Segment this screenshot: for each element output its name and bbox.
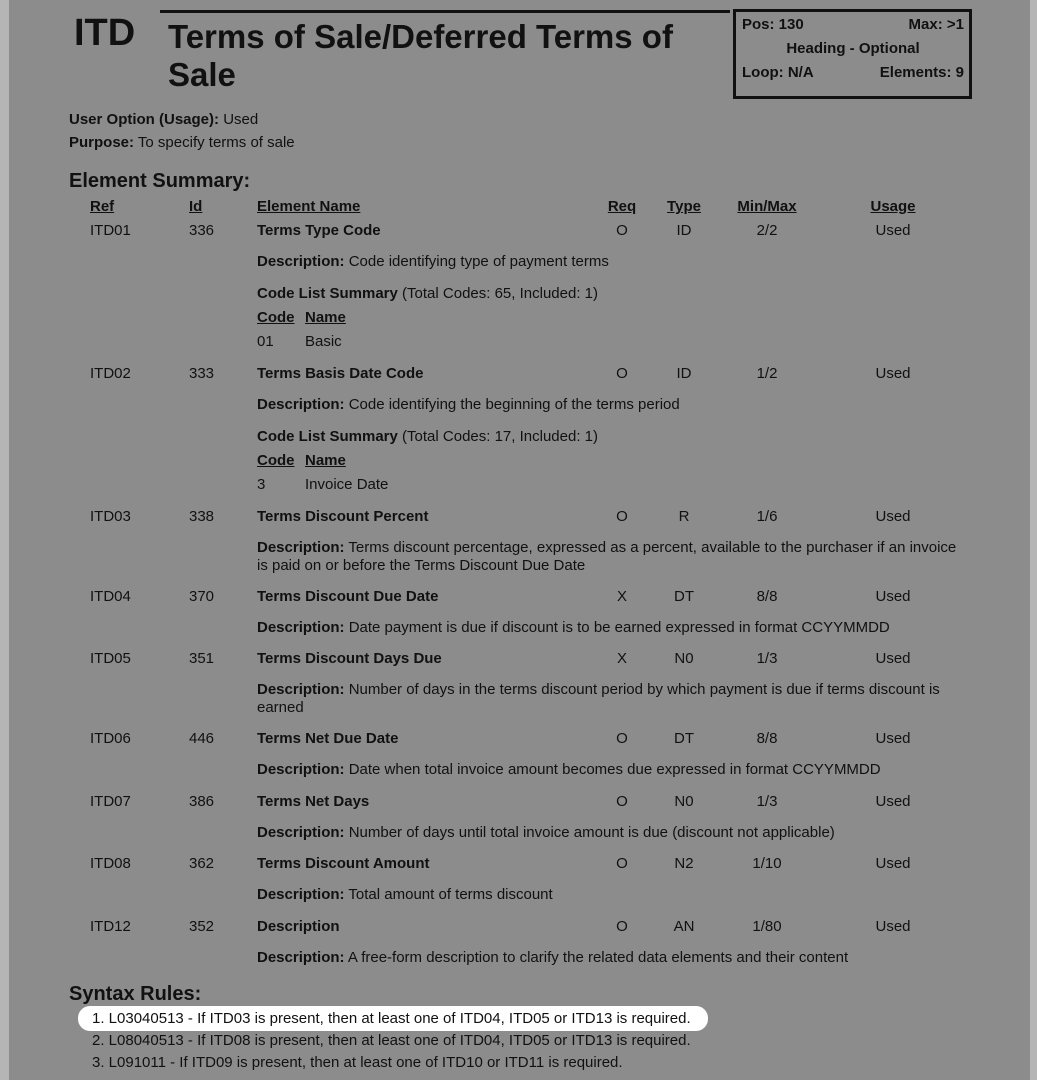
code-list-label: Code List Summary: [257, 428, 398, 445]
element-id: 352: [189, 918, 215, 935]
code-name-value: Invoice Date: [305, 476, 389, 493]
code-value: 01: [257, 333, 274, 350]
element-id: 333: [189, 365, 215, 382]
element-usage: Used: [875, 793, 911, 810]
element-req: O: [616, 855, 628, 872]
element-name: Terms Type Code: [257, 222, 381, 239]
element-req: O: [616, 730, 628, 747]
element-minmax: 2/2: [756, 222, 778, 239]
element-req: O: [616, 793, 628, 810]
description-text: Number of days in the terms discount period by which payment is due if terms discount is earned: [257, 681, 940, 716]
purpose-line: [69, 134, 295, 151]
header-req: Req: [607, 198, 637, 215]
element-ref: ITD02: [90, 365, 131, 382]
name-header: Name: [305, 452, 346, 469]
element-type: DT: [674, 588, 694, 605]
element-req: O: [616, 365, 628, 382]
element-name: Terms Net Due Date: [257, 730, 399, 747]
code-list-totals: (Total Codes: 65, Included: 1): [402, 285, 598, 302]
description-label: Description:: [257, 396, 345, 413]
element-id: 370: [189, 588, 215, 605]
segment-title-block: [160, 10, 730, 94]
usage-line: [69, 111, 258, 128]
element-req: O: [616, 918, 628, 935]
element-description: [257, 396, 969, 414]
element-usage: Used: [875, 588, 911, 605]
description-label: Description:: [257, 539, 345, 556]
element-usage: Used: [875, 365, 911, 382]
element-usage: Used: [875, 855, 911, 872]
description-label: Description:: [257, 681, 345, 698]
element-ref: ITD07: [90, 793, 131, 810]
element-id: 362: [189, 855, 215, 872]
description-text: Number of days until total invoice amount is due (discount not applicable): [348, 824, 835, 841]
description-label: Description:: [257, 824, 345, 841]
element-description: [257, 949, 969, 967]
element-minmax: 1/3: [756, 650, 778, 667]
description-text: Code identifying type of payment terms: [348, 253, 609, 270]
syntax-rules-title: Syntax Rules:: [69, 983, 202, 1005]
segment-code: ITD: [74, 12, 136, 54]
element-name: Terms Basis Date Code: [257, 365, 424, 382]
element-usage: Used: [875, 650, 911, 667]
description-text: Date payment is due if discount is to be earned expressed in format CCYYMMDD: [348, 619, 890, 636]
element-id: 336: [189, 222, 215, 239]
description-label: Description:: [257, 619, 345, 636]
segment-title: Terms of Sale/Deferred Terms of Sale: [168, 18, 673, 93]
loop-label: Loop: N/A: [742, 64, 814, 81]
description-text: A free-form description to clarify the related data elements and their content: [347, 949, 849, 966]
element-usage: Used: [875, 508, 911, 525]
elements-label: Elements: 9: [879, 64, 964, 81]
purpose-label: Purpose:: [69, 134, 135, 151]
usage-label: User Option (Usage):: [69, 111, 220, 128]
element-minmax: 1/10: [752, 855, 782, 872]
element-description: [257, 824, 969, 842]
element-ref: ITD06: [90, 730, 131, 747]
element-id: 338: [189, 508, 215, 525]
purpose-value: To specify terms of sale: [137, 134, 295, 151]
description-text: Total amount of terms discount: [348, 886, 553, 903]
element-name: Terms Net Days: [257, 793, 370, 810]
element-req: O: [616, 222, 628, 239]
element-req: X: [616, 650, 627, 667]
header-element-name: Element Name: [257, 198, 361, 215]
element-id: 386: [189, 793, 215, 810]
element-name: Terms Discount Days Due: [257, 650, 442, 667]
description-label: Description:: [257, 253, 345, 270]
code-header: Code: [257, 452, 295, 469]
element-name: Terms Discount Amount: [257, 855, 430, 872]
element-ref: ITD12: [90, 918, 131, 935]
header-ref: Ref: [90, 198, 115, 215]
heading-label: Heading - Optional: [786, 40, 920, 57]
element-minmax: 1/2: [756, 365, 778, 382]
element-usage: Used: [875, 918, 911, 935]
element-usage: Used: [875, 730, 911, 747]
element-usage: Used: [875, 222, 911, 239]
header-minmax: Min/Max: [737, 198, 797, 215]
element-name: Description: [257, 918, 340, 935]
code-list-totals: (Total Codes: 17, Included: 1): [402, 428, 598, 445]
element-minmax: 1/3: [756, 793, 778, 810]
syntax-rule-1: 1. L03040513 - If ITD03 is present, then at least one of ITD04, ITD05 or ITD13 is required.: [92, 1010, 691, 1027]
element-description: [257, 681, 969, 717]
element-summary-title: Element Summary:: [69, 170, 251, 192]
element-minmax: 1/80: [752, 918, 782, 935]
header-type: Type: [667, 198, 701, 215]
element-type: DT: [674, 730, 694, 747]
segment-info-box: [733, 9, 972, 99]
usage-value: Used: [223, 111, 259, 128]
element-ref: ITD08: [90, 855, 131, 872]
element-description: [257, 761, 969, 779]
element-req: X: [616, 588, 627, 605]
element-ref: ITD04: [90, 588, 131, 605]
element-id: 351: [189, 650, 215, 667]
element-type: N2: [674, 855, 694, 872]
left-page-edge: [0, 0, 9, 1080]
name-header: Name: [305, 309, 346, 326]
element-type: N0: [674, 650, 694, 667]
element-description: [257, 253, 969, 271]
element-description: [257, 539, 969, 575]
element-ref: ITD05: [90, 650, 131, 667]
element-id: 446: [189, 730, 215, 747]
element-type: R: [678, 508, 690, 525]
element-type: N0: [674, 793, 694, 810]
code-name-value: Basic: [305, 333, 342, 350]
element-minmax: 8/8: [756, 730, 778, 747]
description-label: Description:: [257, 761, 345, 778]
syntax-rule-2: 2. L08040513 - If ITD08 is present, then at least one of ITD04, ITD05 or ITD13 is required.: [92, 1032, 691, 1049]
element-type: ID: [676, 365, 692, 382]
element-description: [257, 619, 969, 637]
element-type: AN: [673, 918, 695, 935]
element-ref: ITD01: [90, 222, 131, 239]
code-list-label: Code List Summary: [257, 285, 398, 302]
description-text: Code identifying the beginning of the terms period: [348, 396, 680, 413]
code-header: Code: [257, 309, 295, 326]
code-list-summary: [257, 428, 598, 445]
description-label: Description:: [257, 886, 345, 903]
description-text: Terms discount percentage, expressed as a percent, available to the purchaser if an invoice is paid on or before the Terms Discount Due Date: [257, 539, 957, 574]
element-name: Terms Discount Due Date: [257, 588, 439, 605]
element-type: ID: [676, 222, 692, 239]
header-usage: Usage: [870, 198, 916, 215]
element-description: [257, 886, 969, 904]
element-minmax: 1/6: [756, 508, 778, 525]
code-value: 3: [257, 476, 266, 493]
element-req: O: [616, 508, 628, 525]
element-ref: ITD03: [90, 508, 131, 525]
description-text: Date when total invoice amount becomes due expressed in format CCYYMMDD: [348, 761, 881, 778]
header-id: Id: [189, 198, 203, 215]
code-list-summary: [257, 285, 598, 302]
element-minmax: 8/8: [756, 588, 778, 605]
description-label: Description:: [257, 949, 345, 966]
right-page-edge: [1030, 0, 1037, 1080]
element-name: Terms Discount Percent: [257, 508, 429, 525]
max-label: Max: >1: [908, 16, 964, 33]
pos-label: Pos: 130: [742, 16, 804, 33]
syntax-rule-3: 3. L091011 - If ITD09 is present, then at least one of ITD10 or ITD11 is required.: [92, 1054, 623, 1071]
